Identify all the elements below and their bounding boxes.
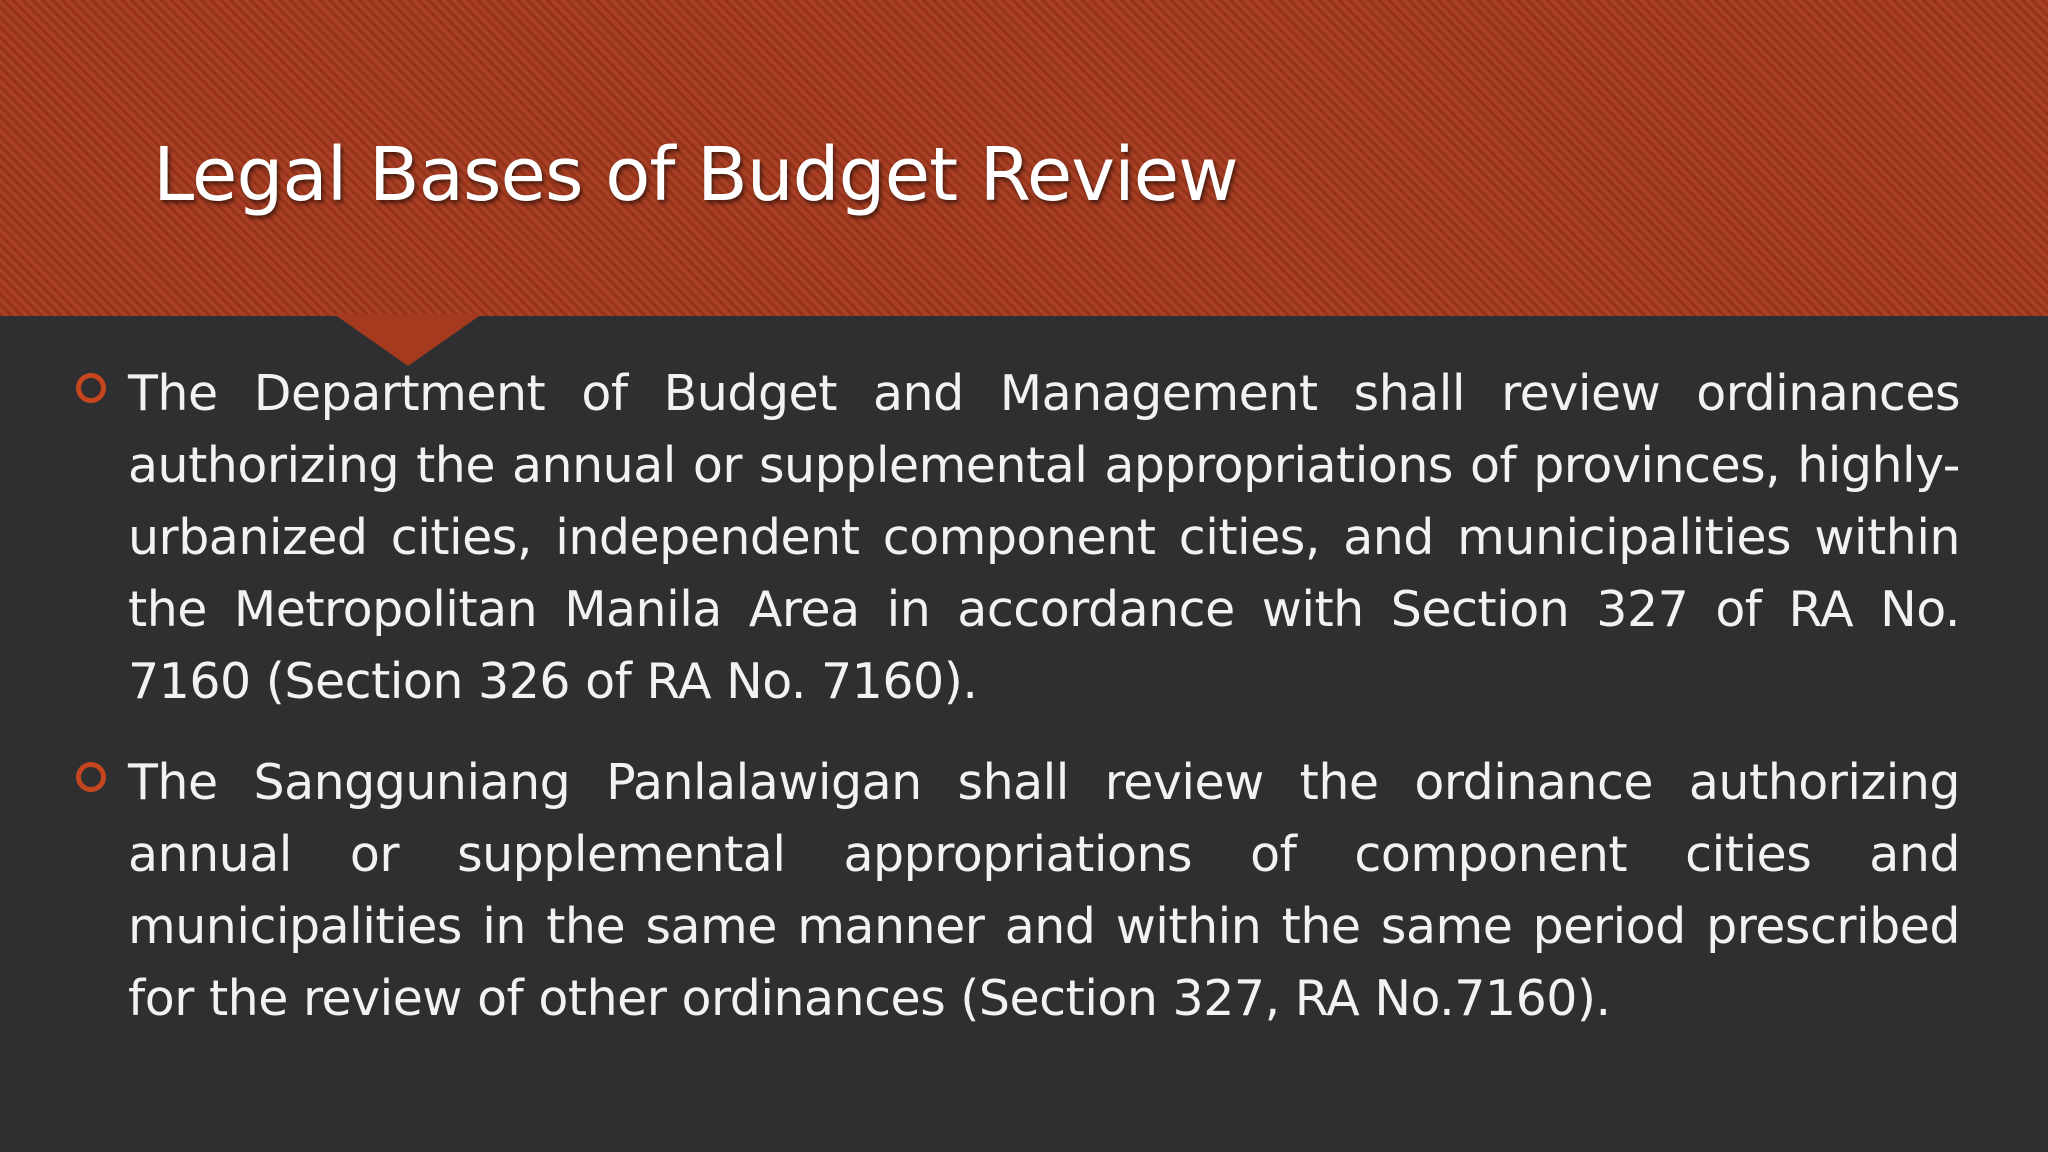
slide-title: Legal Bases of Budget Review (153, 132, 1238, 218)
bullet-text: The Department of Budget and Management shall review ordinances authorizing the annual or supplemental appropriations of provinces, highly-urbanized cities, independent component cities, and municipalities within the Metropolitan Manila Area in accordance with Section 327 of RA No. 7160 (Section 326 of RA No. 7160). (128, 365, 1960, 710)
ring-bullet-icon (76, 373, 106, 403)
ring-bullet-icon (76, 762, 106, 792)
bullet-item (70, 747, 1960, 1035)
title-band (0, 0, 2048, 316)
bullet-text: The Sangguniang Panlalawigan shall review the ordinance authorizing annual or supplemental appropriations of component cities and municipalities in the same manner and within the same period prescribed for the review of other ordinances (Section 327, RA No.7160). (128, 754, 1960, 1027)
bullet-list (70, 358, 1960, 1064)
bullet-item (70, 358, 1960, 718)
